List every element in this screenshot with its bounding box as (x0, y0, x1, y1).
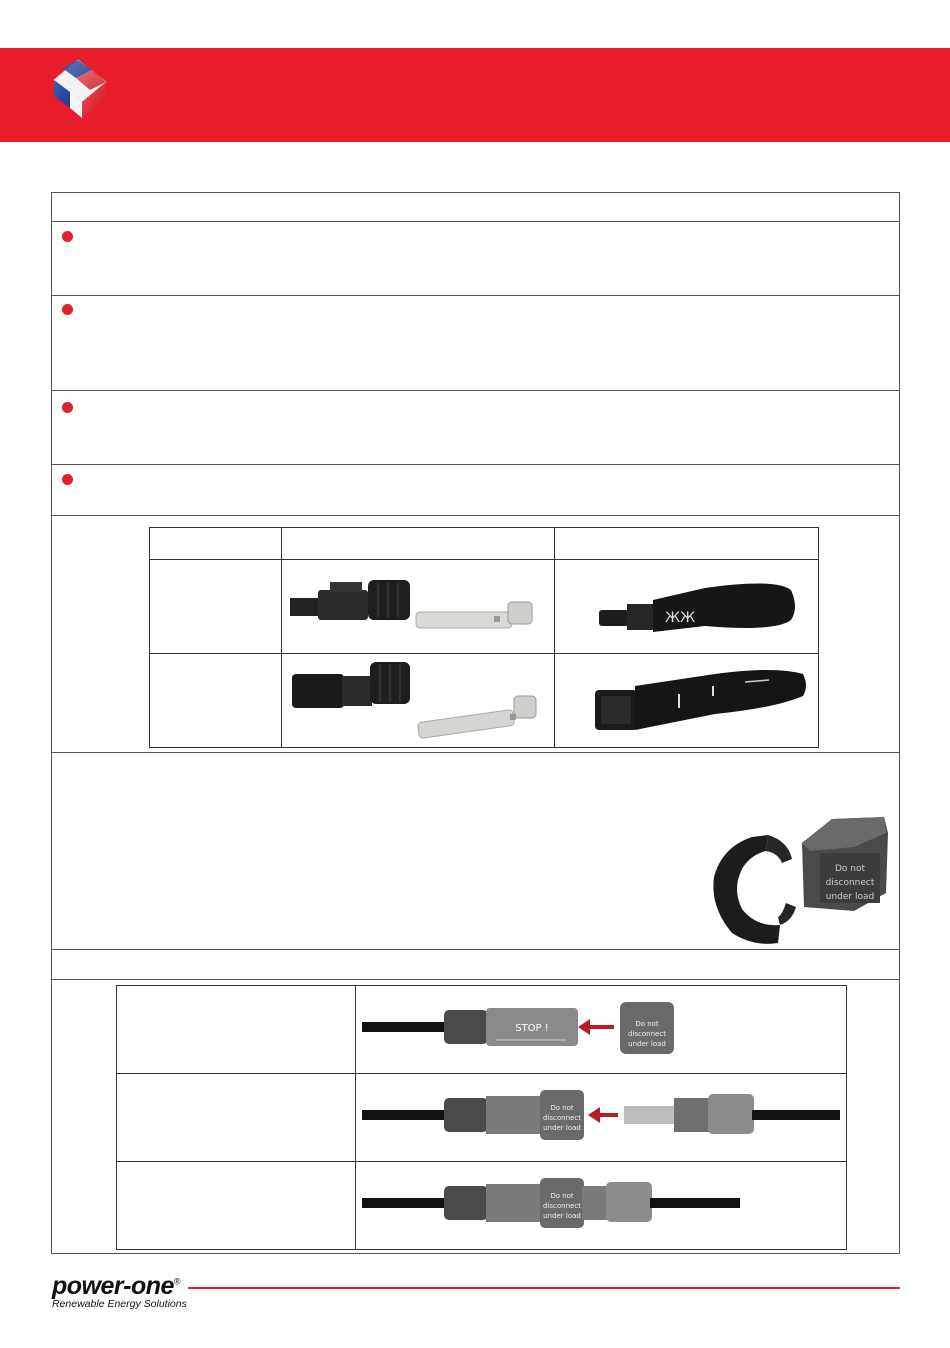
divider (52, 295, 899, 296)
header-banner (0, 48, 950, 142)
multilam-female-cell (555, 654, 819, 748)
svg-text:under load: under load (825, 892, 875, 902)
safety-clip-photos (702, 807, 892, 947)
svg-text:disconnect: disconnect (543, 1114, 581, 1122)
connector-table (149, 527, 819, 748)
divider (52, 464, 899, 465)
svg-text:disconnect: disconnect (825, 878, 875, 888)
flag-cube-icon (48, 56, 112, 128)
table-header-cell (555, 528, 819, 560)
bullet-dot (62, 304, 73, 315)
registered-mark: ® (173, 1276, 181, 1287)
footer-rule (188, 1287, 900, 1289)
bullet-dot (62, 402, 73, 413)
step-image-cell (356, 1074, 847, 1162)
step-label-cell (117, 1074, 356, 1162)
divider (52, 752, 899, 753)
step-label-cell (117, 986, 356, 1074)
table-header-cell (150, 528, 282, 560)
multilam-male-connector-photo (555, 560, 818, 648)
svg-text:disconnect: disconnect (628, 1030, 666, 1038)
connector-join-photo (356, 1074, 846, 1156)
safety-lock-cap-photo (802, 817, 888, 911)
brand-tagline: Renewable Energy Solutions (52, 1298, 187, 1310)
connected-assembly-photo (356, 1162, 846, 1244)
step-image-cell (356, 986, 847, 1074)
safety-clip-ring-photo (713, 835, 796, 944)
brand-name: power-one (52, 1272, 174, 1300)
multilam-male-cell (555, 560, 819, 654)
svg-text:under load: under load (628, 1040, 666, 1048)
divider (52, 390, 899, 391)
svg-text:Do not: Do not (550, 1104, 574, 1112)
svg-text:Do not: Do not (550, 1192, 574, 1200)
row-label-cell (150, 560, 282, 654)
step-image-cell (356, 1162, 847, 1250)
multilam-female-connector-photo (555, 654, 818, 742)
bullet-dot (62, 474, 73, 485)
table-header-cell (282, 528, 555, 560)
divider (52, 515, 899, 516)
mc4-male-cell (282, 560, 555, 654)
divider (52, 949, 899, 950)
mc4-female-connector-photo (282, 654, 554, 742)
svg-text:Do not: Do not (834, 864, 866, 874)
content-frame (51, 192, 900, 1254)
svg-text:ЖЖ: ЖЖ (665, 610, 696, 626)
mc4-male-connector-photo (282, 560, 554, 648)
mc4-female-cell (282, 654, 555, 748)
svg-text:under load: under load (543, 1124, 581, 1132)
divider (52, 979, 899, 980)
step-label-cell (117, 1162, 356, 1250)
svg-text:under load: under load (543, 1212, 581, 1220)
svg-text:STOP !: STOP ! (515, 1023, 549, 1034)
procedure-table (116, 985, 847, 1250)
divider (52, 221, 899, 222)
cap-insertion-photo (356, 986, 846, 1068)
brand-logo (52, 1272, 180, 1301)
row-label-cell (150, 654, 282, 748)
bullet-dot (62, 231, 73, 242)
svg-text:disconnect: disconnect (543, 1202, 581, 1210)
svg-text:Do not: Do not (635, 1020, 659, 1028)
